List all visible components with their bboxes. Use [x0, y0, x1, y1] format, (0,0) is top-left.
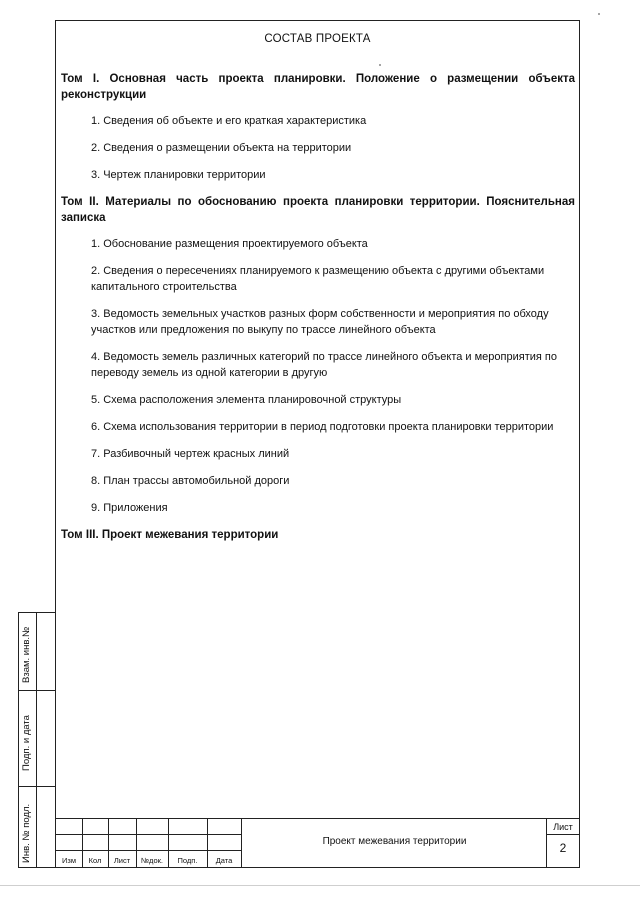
- side-cell-replacement-inv: [19, 613, 55, 691]
- side-label-original-inv: Инв. № подл.: [21, 803, 32, 863]
- side-cell-original-inv: [19, 787, 55, 867]
- volume-heading: Том I. Основная часть проекта планировки. Положение о размещении объекта реконструкции: [61, 73, 575, 101]
- volume-heading: Том II. Материалы по обоснованию проекта планировки территории. Пояснительная записка: [61, 196, 575, 224]
- title-block: [56, 818, 579, 867]
- side-label-signature-date: Подп. и дата: [21, 715, 32, 771]
- list-item: 4. Ведомость земель различных категорий по трассе линейного объекта и мероприятия по переводу земель из одной категории в другую: [91, 351, 557, 379]
- scan-edge-line: [0, 885, 640, 886]
- revision-grid: [56, 819, 241, 867]
- contents-list: [61, 71, 575, 553]
- list-item: 1. Обоснование размещения проектируемого объекта: [91, 238, 368, 250]
- side-binding-stamp: [18, 612, 55, 868]
- column-label-sheet: Лист: [113, 856, 131, 865]
- document-title: СОСТАВ ПРОЕКТА: [264, 33, 371, 45]
- list-item: 5. Схема расположения элемента планировочной структуры: [91, 394, 402, 406]
- side-cell-signature-date: [19, 691, 55, 787]
- list-item: 9. Приложения: [91, 502, 168, 514]
- project-name: Проект межевания территории: [322, 836, 467, 847]
- sheet-label: Лист: [547, 820, 579, 835]
- title-block-sheet-cell: [546, 819, 579, 867]
- sheet-number: 2: [559, 841, 567, 855]
- scan-speck: [598, 13, 600, 15]
- list-item: 2. Сведения о размещении объекта на территории: [91, 142, 352, 154]
- list-item: 7. Разбивочный чертеж красных линий: [91, 448, 290, 460]
- grid-line: [56, 834, 241, 835]
- list-item: 1. Сведения об объекте и его краткая характеристика: [91, 115, 367, 127]
- list-item: 3. Чертеж планировки территории: [91, 169, 266, 181]
- column-label-date: Дата: [215, 856, 233, 865]
- list-item: 6. Схема использования территории в период подготовки проекта планировки территории: [91, 421, 554, 433]
- list-item: 3. Ведомость земельных участков разных форм собственности и мероприятия по обходу участков или предложения по выкупу по трассе линейного объекта: [91, 308, 549, 336]
- volume-heading: Том III. Проект межевания территории: [61, 529, 279, 541]
- list-item: 2. Сведения о пересечениях планируемого к размещению объекта с другими объектами капитального строительства: [91, 265, 545, 293]
- list-item: 8. План трассы автомобильной дороги: [91, 475, 290, 487]
- column-label-change: Изм: [62, 856, 76, 865]
- grid-line: [56, 850, 241, 851]
- title-block-project-cell: [241, 819, 547, 867]
- column-label-signature: Подп.: [177, 856, 198, 865]
- document-frame: [55, 20, 580, 868]
- side-label-replacement-inv: Взам. инв.№: [21, 626, 32, 683]
- column-label-count: Кол: [88, 856, 102, 865]
- column-label-doc-number: №док.: [141, 856, 163, 865]
